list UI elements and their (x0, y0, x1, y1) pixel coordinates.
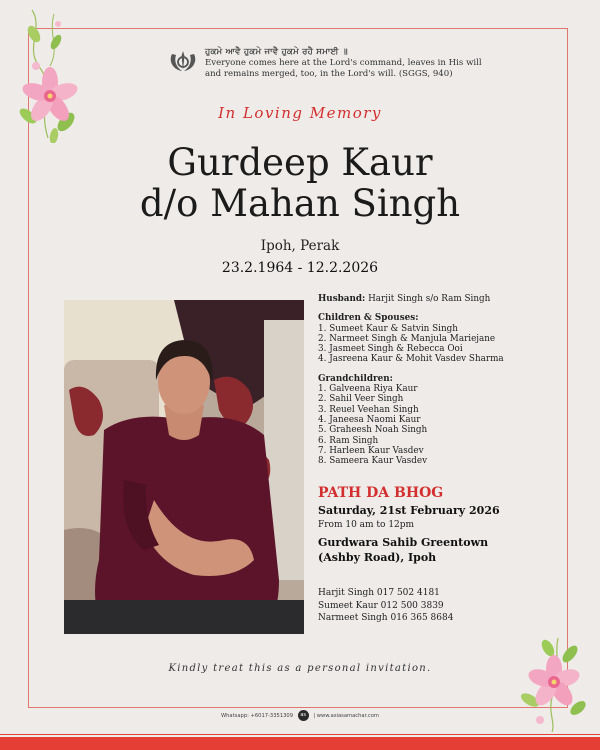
list-item: 4. Janeesa Naomi Kaur (318, 414, 421, 425)
footer-whatsapp: Whatsapp: +6017-3351309 (221, 713, 294, 719)
publisher-logo: as (298, 710, 309, 721)
footer-credit (0, 710, 600, 721)
name-line-1: Gurdeep Kaur (167, 141, 433, 184)
contact-item: Narmeet Singh 016 365 8684 (318, 613, 454, 623)
husband-line (318, 294, 583, 304)
list-item: 2. Narmeet Singh & Manjula Mariejane (318, 333, 496, 344)
gurbani-quote (205, 47, 555, 80)
contact-item: Sumeet Kaur 012 500 3839 (318, 600, 444, 611)
bottom-bar (0, 737, 600, 750)
husband-label: Husband: (318, 294, 366, 304)
list-item: 4. Jasreena Kaur & Mohit Vasdev Sharma (318, 354, 504, 365)
gurbani-gurmukhi: ਹੁਕਮੇ ਆਵੈ ਹੁਕਮੇ ਜਾਵੈ ਹੁਕਮੇ ਰਹੈ ਸਮਾਈ ॥ (205, 47, 348, 57)
path-venue (318, 535, 488, 565)
list-item: 3. Reuel Veehan Singh (318, 404, 419, 415)
grandchildren-label: Grandchildren: (318, 373, 393, 384)
list-item: 3. Jasmeet Singh & Rebecca Ooi (318, 344, 463, 355)
family-details (318, 294, 583, 466)
hometown: Ipoh, Perak (260, 238, 340, 254)
deceased-name (0, 142, 600, 224)
life-dates: 23.2.1964 - 12.2.2026 (221, 260, 379, 276)
husband-name: Harjit Singh s/o Ram Singh (368, 294, 491, 304)
venue-line-2: (Ashby Road), Ipoh (318, 551, 437, 564)
list-item: 1. Sumeet Kaur & Satvin Singh (318, 323, 458, 334)
contact-item: Harjit Singh 017 502 4181 (318, 588, 440, 598)
gurbani-translation-1: Everyone comes here at the Lord's command, leaves in His will (205, 58, 482, 68)
pink-flower-icon (14, 8, 94, 143)
list-item: 1. Galveena Riya Kaur (318, 384, 418, 395)
venue-line-1: Gurdwara Sahib Greentown (318, 536, 489, 549)
gurbani-translation-2: and remains merged, too, in the Lord's will. (SGGS, 940) (205, 69, 453, 79)
list-item: 5. Graheesh Noah Singh (318, 425, 428, 436)
in-loving-memory: In Loving Memory (218, 104, 382, 122)
portrait-photo (64, 300, 304, 634)
khanda-icon (168, 50, 198, 74)
list-item: 8. Sameera Kaur Vasdev (318, 456, 428, 467)
list-item: 7. Harleen Kaur Vasdev (318, 445, 424, 456)
path-da-bhog-title: PATH DA BHOG (318, 485, 444, 501)
children-label: Children & Spouses: (318, 313, 419, 324)
path-time: From 10 am to 12pm (318, 520, 415, 530)
list-item: 6. Ram Singh (318, 435, 379, 446)
footer-website: | www.asiasamachar.com (313, 713, 379, 719)
name-line-2: d/o Mahan Singh (139, 182, 461, 225)
contact-list (318, 587, 453, 625)
path-date: Saturday, 21st February 2026 (318, 504, 500, 517)
list-item: 2. Sahil Veer Singh (318, 394, 404, 405)
invitation-note: Kindly treat this as a personal invitation. (168, 663, 432, 674)
